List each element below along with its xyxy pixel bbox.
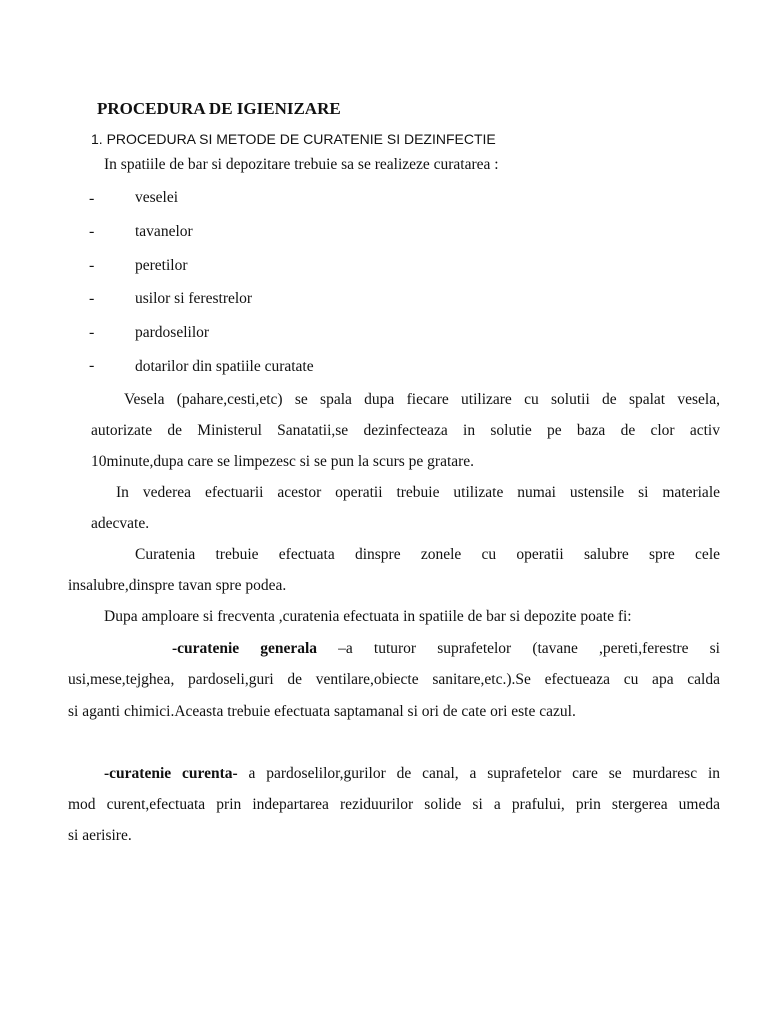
list-item: tavanelor xyxy=(135,223,193,240)
paragraph-line: si aerisire. xyxy=(68,827,132,844)
list-bullet: - xyxy=(89,290,95,307)
list-item: pardoselilor xyxy=(135,324,210,341)
paragraph-line: insalubre,dinspre tavan spre podea. xyxy=(68,577,287,594)
list-bullet: - xyxy=(89,190,95,207)
list-bullet: - xyxy=(89,257,95,274)
current-cleaning-line xyxy=(104,765,720,783)
general-cleaning-term: -curatenie generala xyxy=(172,640,318,657)
paragraph-line: usi,mese,tejghea, pardoseli,guri de ventilare,obiecte sanitare,etc.).Se efectueaza cu apa calda xyxy=(68,671,720,688)
paragraph-line: adecvate. xyxy=(91,515,150,532)
list-item: veselei xyxy=(135,189,179,206)
paragraph-line: si aganti chimici.Aceasta trebuie efectuata saptamanal si ori de cate ori este cazul. xyxy=(68,703,576,720)
current-cleaning-term: -curatenie curenta- xyxy=(104,765,238,782)
general-cleaning-text: –a tuturor suprafetelor (tavane ,pereti,ferestre si xyxy=(317,640,720,657)
page-title: PROCEDURA DE IGIENIZARE xyxy=(97,99,341,118)
paragraph-line: Vesela (pahare,cesti,etc) se spala dupa fiecare utilizare cu solutii de spalat vesela, xyxy=(124,391,720,408)
paragraph-line: Curatenia trebuie efectuata dinspre zonele cu operatii salubre spre cele xyxy=(135,546,720,563)
list-item: peretilor xyxy=(135,257,188,274)
paragraph-line: autorizate de Ministerul Sanatatii,se dezinfecteaza in solutie pe baza de clor activ xyxy=(91,422,720,439)
paragraph-line: Dupa amploare si frecventa ,curatenia efectuata in spatiile de bar si depozite poate fi: xyxy=(104,608,632,625)
list-bullet: - xyxy=(89,357,95,374)
section-heading: 1. PROCEDURA SI METODE DE CURATENIE SI DEZINFECTIE xyxy=(91,131,496,147)
intro-text: In spatiile de bar si depozitare trebuie sa se realizeze curatarea : xyxy=(104,156,499,173)
paragraph-line: mod curent,efectuata prin indepartarea reziduurilor solide si a prafului, prin stergerea umeda xyxy=(68,796,720,813)
list-item: dotarilor din spatiile curatate xyxy=(135,358,314,375)
list-item: usilor si ferestrelor xyxy=(135,290,253,307)
list-bullet: - xyxy=(89,223,95,240)
general-cleaning-line xyxy=(172,640,720,658)
paragraph-line: In vederea efectuarii acestor operatii trebuie utilizate numai ustensile si materiale xyxy=(116,484,720,501)
current-cleaning-text: a pardoselilor,gurilor de canal, a suprafetelor care se murdaresc in xyxy=(237,765,720,782)
paragraph-line: 10minute,dupa care se limpezesc si se pun la scurs pe gratare. xyxy=(91,453,475,470)
list-bullet: - xyxy=(89,324,95,341)
